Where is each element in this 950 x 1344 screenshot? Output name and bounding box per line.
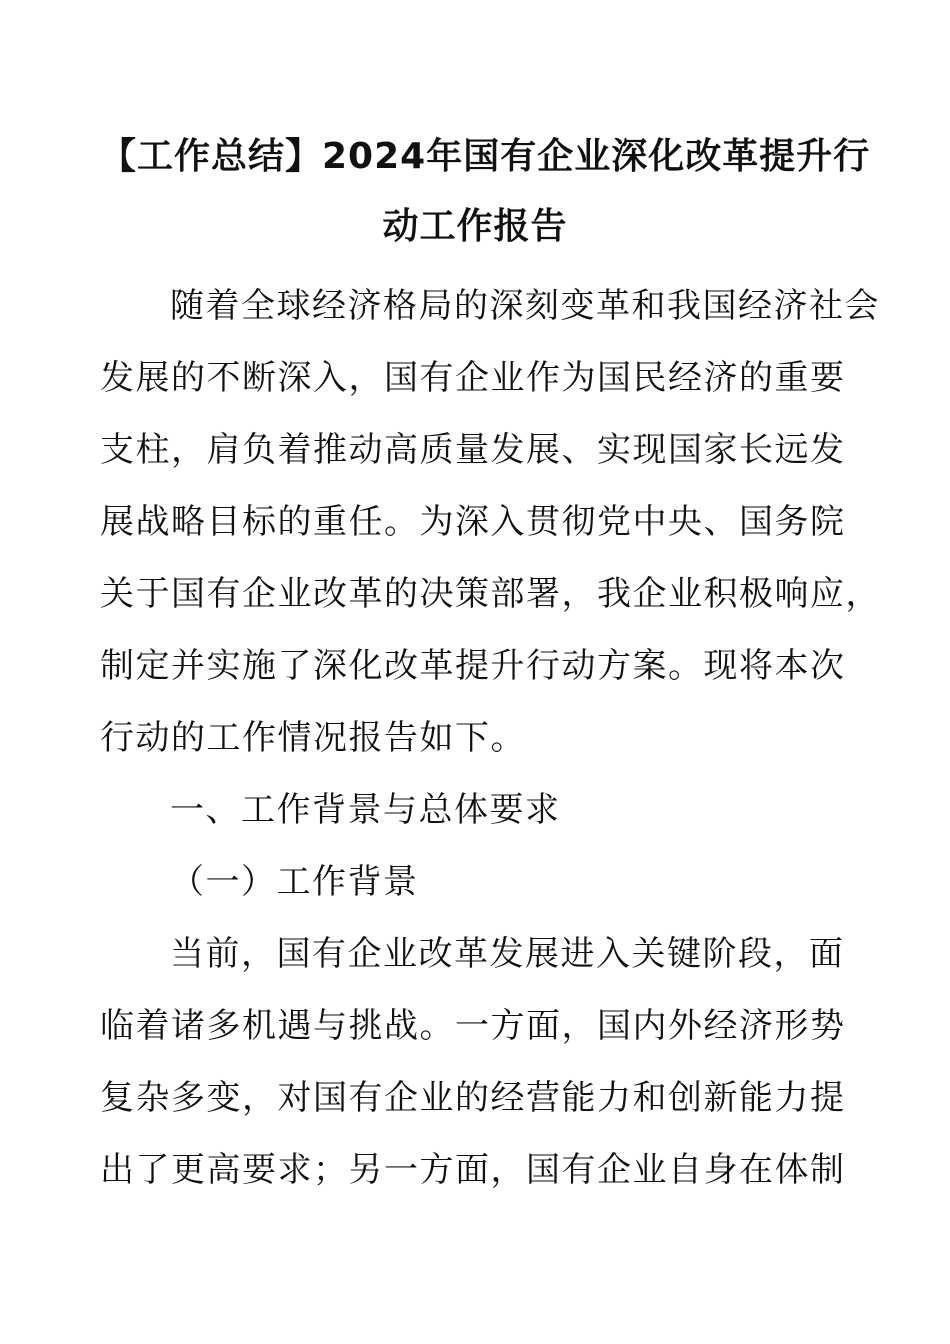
text-line: 复杂多变，对国有企业的经营能力和创新能力提 (100, 1078, 846, 1118)
text-line: 行动的工作情况报告如下。 (100, 718, 526, 758)
title-line: 【工作总结】2024年国有企业深化改革提升行 (100, 136, 871, 177)
document-title (100, 0, 871, 262)
text-line: 出了更高要求；另一方面，国有企业自身在体制 (100, 1150, 846, 1190)
document-body (100, 270, 881, 1206)
text-line: 支柱，肩负着推动高质量发展、实现国家长远发 (100, 430, 846, 470)
title-line: 动工作报告 (382, 206, 568, 247)
subsection-heading: （一）工作背景 (170, 862, 419, 902)
paragraph-background (100, 918, 850, 1206)
text-line: 当前，国有企业改革发展进入关键阶段，面 (170, 934, 845, 974)
text-line: 关于国有企业改革的决策部署，我企业积极响应， (100, 574, 881, 614)
text-line: 展战略目标的重任。为深入贯彻党中央、国务院 (100, 502, 846, 542)
text-line: 制定并实施了深化改革提升行动方案。现将本次 (100, 646, 846, 686)
text-line: 临着诸多机遇与挑战。一方面，国内外经济形势 (100, 1006, 846, 1046)
section-heading: 一、工作背景与总体要求 (170, 790, 561, 830)
text-line: 发展的不断深入，国有企业作为国民经济的重要 (100, 358, 846, 398)
text-line: 随着全球经济格局的深刻变革和我国经济社会 (170, 286, 880, 326)
paragraph-intro (100, 270, 881, 774)
